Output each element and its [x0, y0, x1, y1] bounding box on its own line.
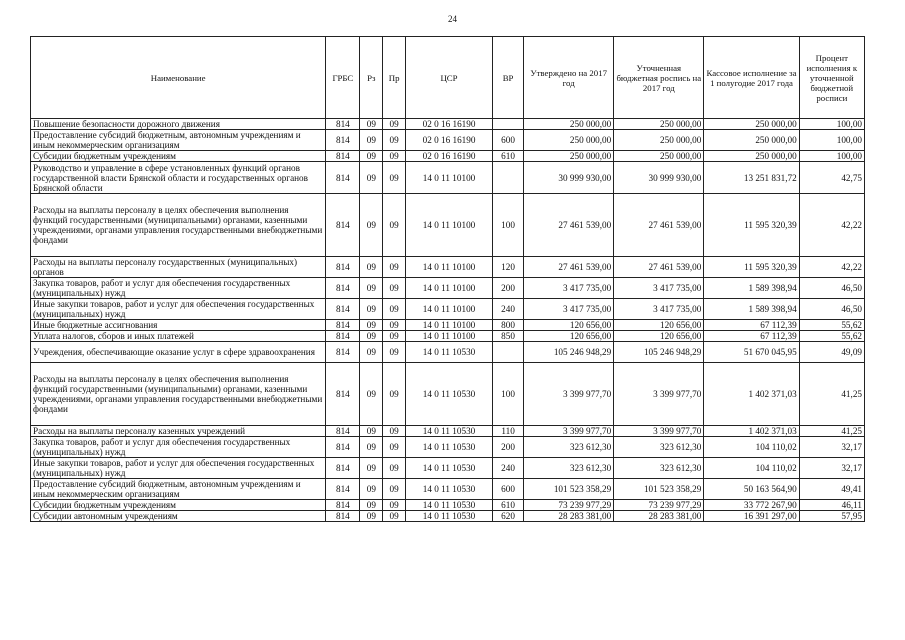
row-vr: 200 — [493, 437, 524, 458]
row-pr: 09 — [383, 426, 406, 437]
row-grbs: 814 — [326, 257, 360, 278]
row-grbs: 814 — [326, 342, 360, 363]
row-cash: 104 110,02 — [704, 458, 799, 479]
row-rz: 09 — [360, 479, 383, 500]
page-number: 24 — [448, 14, 457, 24]
row-name: Иные закупки товаров, работ и услуг для обеспечения государственных (муниципальных) нужд — [31, 458, 326, 479]
row-grbs: 814 — [326, 299, 360, 320]
row-percent: 42,75 — [799, 162, 864, 194]
row-cash: 11 595 320,39 — [704, 257, 799, 278]
row-pr: 09 — [383, 119, 406, 130]
row-approved: 30 999 930,00 — [524, 162, 614, 194]
header-vr: ВР — [493, 37, 524, 119]
header-csr: ЦСР — [406, 37, 493, 119]
row-cash: 1 402 371,03 — [704, 363, 799, 426]
row-name: Субсидии бюджетным учреждениям — [31, 500, 326, 511]
row-percent: 55,62 — [799, 331, 864, 342]
row-revised: 3 417 735,00 — [614, 299, 704, 320]
row-rz: 09 — [360, 151, 383, 162]
table-row — [31, 194, 865, 257]
table-row — [31, 437, 865, 458]
row-revised: 250 000,00 — [614, 119, 704, 130]
row-csr: 14 0 11 10100 — [406, 299, 493, 320]
row-csr: 14 0 11 10100 — [406, 162, 493, 194]
row-percent: 42,22 — [799, 194, 864, 257]
row-csr: 14 0 11 10100 — [406, 257, 493, 278]
row-approved: 27 461 539,00 — [524, 194, 614, 257]
row-cash: 1 589 398,94 — [704, 278, 799, 299]
row-revised: 120 656,00 — [614, 320, 704, 331]
row-revised: 323 612,30 — [614, 437, 704, 458]
row-rz: 09 — [360, 299, 383, 320]
row-vr: 240 — [493, 458, 524, 479]
row-cash: 1 402 371,03 — [704, 426, 799, 437]
row-name: Предоставление субсидий бюджетным, автономным учреждениям и иным некоммерческим организациям — [31, 130, 326, 151]
row-rz: 09 — [360, 363, 383, 426]
row-csr: 14 0 11 10530 — [406, 511, 493, 522]
row-approved: 3 417 735,00 — [524, 278, 614, 299]
row-name: Субсидии бюджетным учреждениям — [31, 151, 326, 162]
row-revised: 30 999 930,00 — [614, 162, 704, 194]
row-rz: 09 — [360, 500, 383, 511]
table-row — [31, 162, 865, 194]
row-pr: 09 — [383, 511, 406, 522]
row-percent: 46,50 — [799, 278, 864, 299]
row-percent: 32,17 — [799, 437, 864, 458]
row-revised: 73 239 977,29 — [614, 500, 704, 511]
row-cash: 1 589 398,94 — [704, 299, 799, 320]
row-name: Учреждения, обеспечивающие оказание услуг в сфере здравоохранения — [31, 342, 326, 363]
row-grbs: 814 — [326, 479, 360, 500]
row-percent: 46,11 — [799, 500, 864, 511]
row-name: Иные закупки товаров, работ и услуг для обеспечения государственных (муниципальных) нужд — [31, 299, 326, 320]
row-cash: 250 000,00 — [704, 119, 799, 130]
row-vr: 620 — [493, 511, 524, 522]
table-row — [31, 458, 865, 479]
row-vr: 600 — [493, 130, 524, 151]
row-rz: 09 — [360, 320, 383, 331]
row-revised: 250 000,00 — [614, 151, 704, 162]
row-grbs: 814 — [326, 458, 360, 479]
row-revised: 120 656,00 — [614, 331, 704, 342]
row-cash: 104 110,02 — [704, 437, 799, 458]
header-percent: Процент исполнения к уточненной бюджетной росписи — [799, 37, 864, 119]
row-approved: 250 000,00 — [524, 151, 614, 162]
table-row — [31, 500, 865, 511]
row-name: Расходы на выплаты персоналу в целях обеспечения выполнения функций государственными (муниципальными) органами, казенными учреждениями, органами управления государственными внебюджетными фондами — [31, 363, 326, 426]
row-percent: 46,50 — [799, 299, 864, 320]
row-csr: 02 0 16 16190 — [406, 130, 493, 151]
row-approved: 28 283 381,00 — [524, 511, 614, 522]
row-pr: 09 — [383, 194, 406, 257]
row-pr: 09 — [383, 320, 406, 331]
row-rz: 09 — [360, 458, 383, 479]
row-cash: 33 772 267,90 — [704, 500, 799, 511]
row-grbs: 814 — [326, 500, 360, 511]
table-row — [31, 363, 865, 426]
row-approved: 250 000,00 — [524, 130, 614, 151]
row-name: Закупка товаров, работ и услуг для обеспечения государственных (муниципальных) нужд — [31, 278, 326, 299]
row-rz: 09 — [360, 342, 383, 363]
row-name: Предоставление субсидий бюджетным, автономным учреждениям и иным некоммерческим организациям — [31, 479, 326, 500]
row-pr: 09 — [383, 257, 406, 278]
row-vr — [493, 342, 524, 363]
header-revised: Уточненная бюджетная роспись на 2017 год — [614, 37, 704, 119]
row-vr: 240 — [493, 299, 524, 320]
row-grbs: 814 — [326, 511, 360, 522]
row-grbs: 814 — [326, 194, 360, 257]
row-rz: 09 — [360, 511, 383, 522]
row-rz: 09 — [360, 119, 383, 130]
table-row — [31, 278, 865, 299]
row-csr: 14 0 11 10100 — [406, 331, 493, 342]
row-name: Повышение безопасности дорожного движения — [31, 119, 326, 130]
row-grbs: 814 — [326, 278, 360, 299]
row-name: Уплата налогов, сборов и иных платежей — [31, 331, 326, 342]
header-pr: Пр — [383, 37, 406, 119]
row-pr: 09 — [383, 331, 406, 342]
row-pr: 09 — [383, 151, 406, 162]
row-cash: 51 670 045,95 — [704, 342, 799, 363]
row-revised: 250 000,00 — [614, 130, 704, 151]
row-revised: 3 417 735,00 — [614, 278, 704, 299]
row-grbs: 814 — [326, 130, 360, 151]
row-pr: 09 — [383, 458, 406, 479]
row-name: Расходы на выплаты персоналу в целях обеспечения выполнения функций государственными (муниципальными) органами, казенными учреждениями, органами управления государственными внебюджетными фондами — [31, 194, 326, 257]
row-revised: 101 523 358,29 — [614, 479, 704, 500]
table-row — [31, 130, 865, 151]
row-percent: 41,25 — [799, 426, 864, 437]
row-csr: 14 0 11 10100 — [406, 320, 493, 331]
budget-execution-table — [30, 36, 865, 522]
row-name: Расходы на выплаты персоналу казенных учреждений — [31, 426, 326, 437]
row-grbs: 814 — [326, 119, 360, 130]
header-grbs: ГРБС — [326, 37, 360, 119]
row-csr: 14 0 11 10100 — [406, 278, 493, 299]
row-grbs: 814 — [326, 363, 360, 426]
row-csr: 14 0 11 10530 — [406, 458, 493, 479]
row-percent: 49,41 — [799, 479, 864, 500]
row-revised: 323 612,30 — [614, 458, 704, 479]
row-csr: 02 0 16 16190 — [406, 151, 493, 162]
row-revised: 27 461 539,00 — [614, 257, 704, 278]
row-pr: 09 — [383, 278, 406, 299]
row-revised: 105 246 948,29 — [614, 342, 704, 363]
row-vr: 120 — [493, 257, 524, 278]
row-approved: 27 461 539,00 — [524, 257, 614, 278]
row-pr: 09 — [383, 363, 406, 426]
row-pr: 09 — [383, 299, 406, 320]
row-rz: 09 — [360, 162, 383, 194]
table-row — [31, 119, 865, 130]
row-rz: 09 — [360, 194, 383, 257]
row-cash: 50 163 564,90 — [704, 479, 799, 500]
table-row — [31, 320, 865, 331]
row-approved: 3 399 977,70 — [524, 363, 614, 426]
table-row — [31, 299, 865, 320]
row-rz: 09 — [360, 331, 383, 342]
row-revised: 27 461 539,00 — [614, 194, 704, 257]
row-rz: 09 — [360, 130, 383, 151]
row-pr: 09 — [383, 500, 406, 511]
row-revised: 28 283 381,00 — [614, 511, 704, 522]
row-name: Закупка товаров, работ и услуг для обеспечения государственных (муниципальных) нужд — [31, 437, 326, 458]
row-vr: 600 — [493, 479, 524, 500]
row-percent: 100,00 — [799, 119, 864, 130]
row-pr: 09 — [383, 162, 406, 194]
table-row — [31, 257, 865, 278]
row-vr: 100 — [493, 363, 524, 426]
table-row — [31, 342, 865, 363]
row-vr — [493, 119, 524, 130]
row-vr: 200 — [493, 278, 524, 299]
row-csr: 02 0 16 16190 — [406, 119, 493, 130]
table-row — [31, 479, 865, 500]
row-percent: 32,17 — [799, 458, 864, 479]
row-vr: 610 — [493, 151, 524, 162]
header-rz: Рз — [360, 37, 383, 119]
row-vr — [493, 162, 524, 194]
row-grbs: 814 — [326, 426, 360, 437]
row-percent: 100,00 — [799, 130, 864, 151]
row-approved: 250 000,00 — [524, 119, 614, 130]
row-vr: 110 — [493, 426, 524, 437]
row-pr: 09 — [383, 130, 406, 151]
row-grbs: 814 — [326, 151, 360, 162]
header-approved: Утверждено на 2017 год — [524, 37, 614, 119]
row-grbs: 814 — [326, 320, 360, 331]
row-percent: 55,62 — [799, 320, 864, 331]
row-approved: 3 399 977,70 — [524, 426, 614, 437]
row-cash: 16 391 297,00 — [704, 511, 799, 522]
row-approved: 73 239 977,29 — [524, 500, 614, 511]
row-cash: 11 595 320,39 — [704, 194, 799, 257]
row-cash: 67 112,39 — [704, 331, 799, 342]
row-name: Расходы на выплаты персоналу государственных (муниципальных) органов — [31, 257, 326, 278]
row-pr: 09 — [383, 479, 406, 500]
row-revised: 3 399 977,70 — [614, 426, 704, 437]
row-vr: 100 — [493, 194, 524, 257]
row-csr: 14 0 11 10530 — [406, 363, 493, 426]
row-vr: 800 — [493, 320, 524, 331]
row-approved: 323 612,30 — [524, 437, 614, 458]
row-pr: 09 — [383, 342, 406, 363]
table-row — [31, 151, 865, 162]
row-csr: 14 0 11 10530 — [406, 500, 493, 511]
row-approved: 120 656,00 — [524, 331, 614, 342]
row-grbs: 814 — [326, 162, 360, 194]
table-row — [31, 511, 865, 522]
row-grbs: 814 — [326, 331, 360, 342]
row-name: Субсидии автономным учреждениям — [31, 511, 326, 522]
row-csr: 14 0 11 10530 — [406, 426, 493, 437]
row-vr: 850 — [493, 331, 524, 342]
row-rz: 09 — [360, 437, 383, 458]
row-csr: 14 0 11 10530 — [406, 437, 493, 458]
row-revised: 3 399 977,70 — [614, 363, 704, 426]
row-name: Иные бюджетные ассигнования — [31, 320, 326, 331]
header-name: Наименование — [31, 37, 326, 119]
row-cash: 250 000,00 — [704, 130, 799, 151]
row-percent: 41,25 — [799, 363, 864, 426]
row-csr: 14 0 11 10530 — [406, 342, 493, 363]
row-csr: 14 0 11 10100 — [406, 194, 493, 257]
row-cash: 67 112,39 — [704, 320, 799, 331]
row-csr: 14 0 11 10530 — [406, 479, 493, 500]
row-approved: 120 656,00 — [524, 320, 614, 331]
row-approved: 3 417 735,00 — [524, 299, 614, 320]
row-name: Руководство и управление в сфере установленных функций органов государственной власти Брянской области и государственных органов Брянской области — [31, 162, 326, 194]
row-cash: 13 251 831,72 — [704, 162, 799, 194]
table-header-row — [31, 37, 865, 119]
row-approved: 101 523 358,29 — [524, 479, 614, 500]
table-row — [31, 426, 865, 437]
row-percent: 100,00 — [799, 151, 864, 162]
row-rz: 09 — [360, 426, 383, 437]
row-approved: 323 612,30 — [524, 458, 614, 479]
row-percent: 42,22 — [799, 257, 864, 278]
row-rz: 09 — [360, 278, 383, 299]
row-percent: 49,09 — [799, 342, 864, 363]
row-rz: 09 — [360, 257, 383, 278]
header-cash: Кассовое исполнение за 1 полугодие 2017 года — [704, 37, 799, 119]
table-row — [31, 331, 865, 342]
row-vr: 610 — [493, 500, 524, 511]
row-pr: 09 — [383, 437, 406, 458]
row-grbs: 814 — [326, 437, 360, 458]
row-approved: 105 246 948,29 — [524, 342, 614, 363]
row-cash: 250 000,00 — [704, 151, 799, 162]
row-percent: 57,95 — [799, 511, 864, 522]
